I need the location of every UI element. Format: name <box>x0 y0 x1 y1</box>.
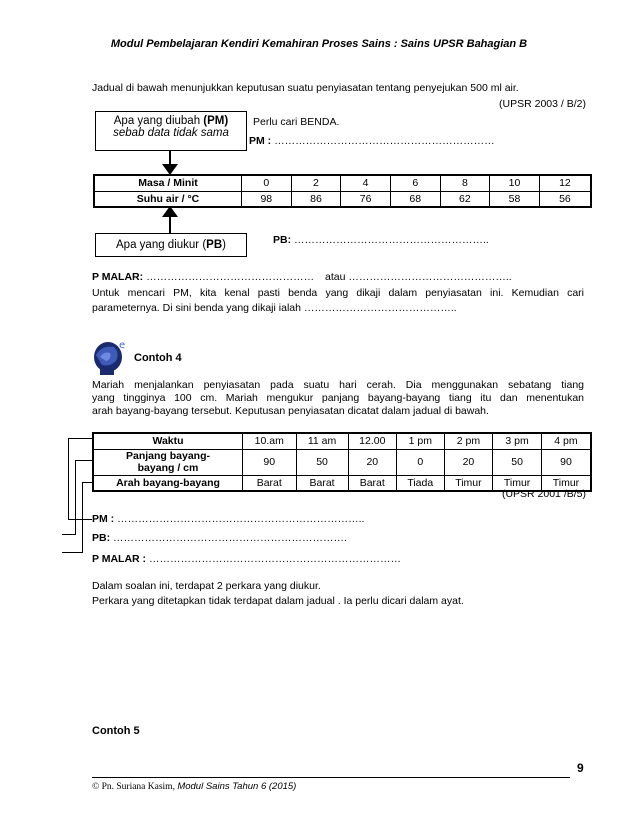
table-cell: 10 <box>490 175 540 191</box>
arrow-up-shaft <box>169 216 171 234</box>
table-cell: 1 pm <box>396 433 444 449</box>
pm-box-bold: (PM) <box>203 115 229 127</box>
pm-box-line1: Apa yang diubah <box>113 115 204 127</box>
table-cell: Arah bayang-bayang <box>93 475 243 491</box>
table-cell: 4 <box>341 175 391 191</box>
contoh-4-title: Contoh 4 <box>134 352 182 364</box>
bracket-top-middle <box>75 460 92 461</box>
table-cell: 50 <box>296 449 348 475</box>
bracket-line-inner <box>82 482 83 552</box>
table-cell: 11 am <box>296 433 348 449</box>
question-pb-label: PB: <box>92 532 111 544</box>
bracket-top-inner <box>82 482 92 483</box>
table-cell: 6 <box>390 175 440 191</box>
pb-answer-line <box>273 234 489 246</box>
table-cell: Timur <box>493 475 542 491</box>
paragraph-2-line-1: Mariah menjalankan penyiasatan pada suatu hari cerah. Dia menggunakan sebatang tiang <box>92 379 584 391</box>
row-label-b: bayang / cm <box>137 462 199 474</box>
table-cell: 76 <box>341 191 391 207</box>
question-pmalar <box>92 553 401 565</box>
page-number: 9 <box>577 761 584 775</box>
table-row <box>94 191 591 207</box>
question-pb-dots: …………………………………………………………. <box>113 532 347 544</box>
pb-dots: ……………………………………………….. <box>294 234 489 246</box>
pmalar-line <box>92 271 512 283</box>
table-cell: 10.am <box>243 433 297 449</box>
pm-dots: ……………………………………………………… <box>274 135 495 147</box>
bracket-top-outer <box>68 438 92 439</box>
table-cell: 58 <box>490 191 540 207</box>
pmalar-label: P MALAR: <box>92 271 144 283</box>
table-cell: 12 <box>539 175 591 191</box>
table-cell: 2 <box>291 175 341 191</box>
table-cell: 0 <box>396 449 444 475</box>
thinking-head-icon <box>90 335 130 375</box>
question-pm-dots: …………………………………………………………….. <box>117 513 365 525</box>
paragraph-2-line-2: yang tingginya 100 cm. Mariah mengukur panjang bayang-bayang tiang itu dan menentukan <box>92 392 584 404</box>
table-cell: Suhu air / °C <box>94 191 242 207</box>
table-cell: 86 <box>291 191 341 207</box>
page-header: Modul Pembelajaran Kendiri Kemahiran Proses Sains : Sains UPSR Bahagian B <box>110 38 528 50</box>
question-pm-label: PM : <box>92 513 115 525</box>
table-cell: 62 <box>440 191 490 207</box>
pmalar-dots-1: ………………………………………… <box>146 271 315 283</box>
reference-1: (UPSR 2003 / B/2) <box>499 98 586 110</box>
pb-box-text: Apa yang diukur ( <box>116 239 207 251</box>
row-label-a: Panjang bayang- <box>125 450 210 462</box>
table-cell: Timur <box>541 475 591 491</box>
arrow-up-icon <box>162 206 178 218</box>
svg-text:e: e <box>119 340 126 351</box>
table-cell: 4 pm <box>541 433 591 449</box>
reference-2: (UPSR 2001 /B/5) <box>501 488 586 500</box>
table-cell: Masa / Minit <box>94 175 242 191</box>
table-cell: 20 <box>348 449 396 475</box>
paragraph-1-line-1: Untuk mencari PM, kita kenal pasti benda yang dikaji dalam penyiasatan ini. Kemudian cari <box>92 287 584 299</box>
question-pb <box>92 532 347 544</box>
pb-box-end: ) <box>222 239 226 251</box>
bracket-line-outer <box>68 438 69 520</box>
data-table-1 <box>93 174 592 208</box>
pm-label: PM : <box>249 135 272 147</box>
footer-title: Modul Sains Tahun 6 (2015) <box>177 781 297 792</box>
pm-box <box>95 111 247 151</box>
paragraph-2-line-3: arah bayang-bayang tersebut. Keputusan penyiasatan dicatat dalam jadual di bawah. <box>92 405 489 417</box>
hint-text: Perlu cari BENDA. <box>253 116 340 128</box>
table-cell: 8 <box>440 175 490 191</box>
table-cell: Barat <box>243 475 297 491</box>
intro-text: Jadual di bawah menunjukkan keputusan suatu penyiasatan tentang penyejukan 500 ml air. <box>92 82 519 94</box>
pb-box <box>95 233 247 257</box>
table-cell: Tiada <box>396 475 444 491</box>
bracket-line-middle <box>75 460 76 535</box>
table-row <box>94 175 591 191</box>
question-pm <box>92 513 364 525</box>
table-row <box>93 433 591 449</box>
bracket-bottom-outer <box>68 519 92 520</box>
table-cell: 12.00 <box>348 433 396 449</box>
table-cell: 68 <box>390 191 440 207</box>
bracket-tick-pb <box>62 534 76 535</box>
table-cell: 98 <box>242 191 292 207</box>
table-cell: Timur <box>444 475 493 491</box>
table-cell: 90 <box>541 449 591 475</box>
bracket-tick-pmalar <box>62 552 83 553</box>
question-pmalar-label: P MALAR : <box>92 553 147 565</box>
table-cell: 3 pm <box>493 433 542 449</box>
table-cell: Barat <box>296 475 348 491</box>
table-cell: 0 <box>242 175 292 191</box>
contoh-5-title: Contoh 5 <box>92 725 140 737</box>
data-table-2 <box>92 432 592 492</box>
pmalar-atau: atau <box>324 271 346 283</box>
table-cell: 50 <box>493 449 542 475</box>
footer <box>92 781 296 792</box>
paragraph-1-line-2: parameternya. Di sini benda yang dikaji ialah …………………………………….. <box>92 302 457 314</box>
pb-label: PB: <box>273 234 292 246</box>
table-cell <box>93 449 243 475</box>
question-pmalar-dots: ……………………………………………………………… <box>148 553 401 565</box>
table-cell: Waktu <box>93 433 243 449</box>
footer-author: © Pn. Suriana Kasim, <box>92 782 175 792</box>
note-2: Perkara yang ditetapkan tidak terdapat dalam jadual . Ia perlu dicari dalam ayat. <box>92 595 464 607</box>
pb-box-bold: PB <box>206 239 223 251</box>
pm-answer-line <box>249 135 495 147</box>
table-cell: 20 <box>444 449 493 475</box>
table-cell: Barat <box>348 475 396 491</box>
table-cell: 56 <box>539 191 591 207</box>
note-1: Dalam soalan ini, terdapat 2 perkara yang diukur. <box>92 580 321 592</box>
footer-rule <box>92 777 570 778</box>
table-cell: 2 pm <box>444 433 493 449</box>
table-row <box>93 449 591 475</box>
pm-box-line2: sebab data tidak sama <box>113 127 229 139</box>
pmalar-dots-2: ……………………………………….. <box>348 271 512 283</box>
table-cell: 90 <box>243 449 297 475</box>
